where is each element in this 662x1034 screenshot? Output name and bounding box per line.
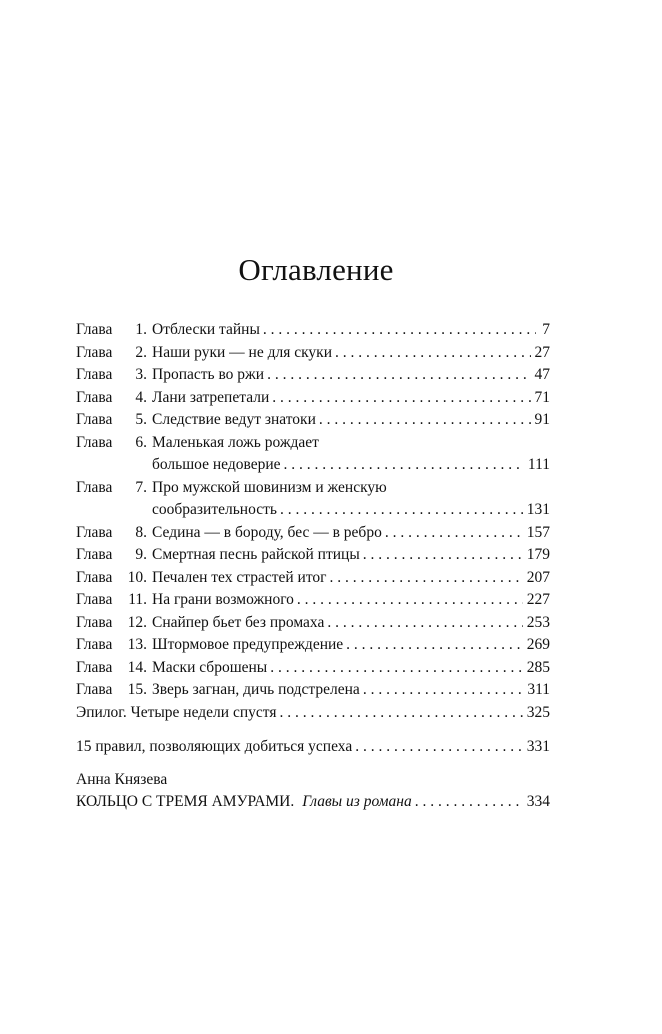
chapter-number: 15.	[127, 681, 147, 698]
dot-leader	[363, 544, 523, 567]
chapter-number: 7.	[135, 478, 147, 496]
dot-leader	[272, 387, 530, 410]
page-title: Оглавление	[238, 252, 394, 287]
chapter-title-continued: большое недоверие	[152, 456, 281, 473]
dot-leader	[415, 791, 523, 814]
toc-entry-chapter-6[interactable]	[76, 432, 550, 455]
dot-leader	[297, 589, 523, 612]
toc-entry-chapter-7-continued[interactable]	[76, 499, 550, 522]
chapter-title: Печален тех страстей итог	[152, 568, 327, 586]
chapter-number: 6.	[135, 433, 147, 451]
toc-entry-chapter-2[interactable]	[76, 342, 550, 365]
dot-leader	[363, 679, 524, 702]
chapter-label: Глава	[76, 613, 113, 631]
page-number: 27	[534, 343, 550, 361]
chapter-title: Пропасть во ржи	[152, 366, 265, 383]
dot-leader	[280, 499, 523, 522]
toc-entry-rules[interactable]	[76, 736, 550, 759]
toc-entry-chapter-6-continued[interactable]	[76, 454, 550, 477]
page-number: 91	[534, 411, 550, 428]
chapter-label: Глава	[76, 681, 113, 698]
chapter-label: Глава	[76, 658, 113, 676]
chapter-title: Маски сброшены	[152, 658, 268, 676]
chapter-label: Глава	[76, 321, 113, 338]
toc-entry-chapter-4[interactable]	[76, 387, 550, 410]
chapter-title: Лани затрепетали	[152, 388, 270, 406]
page-number: 269	[526, 636, 550, 653]
chapter-label: Глава	[76, 591, 113, 608]
toc-entry-bonus[interactable]	[76, 791, 550, 814]
dot-leader	[327, 612, 522, 635]
chapter-number: 2.	[135, 343, 147, 361]
chapter-number: 10.	[127, 568, 147, 586]
chapter-title: Наши руки — не для скуки	[152, 343, 332, 361]
page-number: 111	[527, 456, 550, 473]
chapter-title: Маленькая ложь рождает	[152, 433, 319, 451]
page-number: 227	[526, 591, 550, 608]
chapter-number: 4.	[135, 388, 147, 406]
spacer	[76, 724, 550, 736]
dot-leader	[284, 454, 524, 477]
toc-entry-chapter-9[interactable]	[76, 544, 550, 567]
chapter-title: Снайпер бьет без промаха	[152, 613, 325, 631]
toc-entry-chapter-3[interactable]	[76, 364, 550, 387]
toc-entry-chapter-7[interactable]	[76, 477, 550, 500]
chapter-number: 3.	[135, 366, 147, 383]
chapter-label: Глава	[76, 523, 113, 541]
chapter-title: Зверь загнан, дичь подстрелена	[152, 681, 360, 698]
chapter-title: Про мужской шовинизм и женскую	[152, 478, 387, 496]
table-of-contents	[76, 319, 550, 813]
chapter-title: Следствие ведут знатоки	[152, 411, 316, 428]
dot-leader	[385, 522, 523, 545]
chapter-label: Глава	[76, 433, 113, 451]
toc-entry-chapter-14[interactable]	[76, 657, 550, 680]
chapter-title-continued: сообразительность	[152, 501, 277, 518]
chapter-title: На грани возможного	[152, 591, 294, 608]
chapter-label: Глава	[76, 568, 113, 586]
dot-leader	[319, 409, 531, 432]
chapter-title: Отблески тайны	[152, 321, 260, 338]
bonus-title: КОЛЬЦО С ТРЕМЯ АМУРАМИ.	[76, 792, 295, 810]
bonus-author: Анна Князева	[76, 770, 168, 788]
dot-leader	[335, 342, 531, 365]
chapter-number: 14.	[127, 658, 147, 676]
chapter-number: 12.	[127, 613, 147, 631]
toc-entry-chapter-8[interactable]	[76, 522, 550, 545]
dot-leader	[330, 567, 523, 590]
chapter-label: Глава	[76, 478, 113, 496]
chapter-number: 11.	[128, 591, 147, 608]
epilogue-title: Эпилог. Четыре недели спустя	[76, 703, 277, 721]
chapter-number: 5.	[135, 411, 147, 428]
dot-leader	[267, 364, 530, 387]
page-number: 131	[526, 501, 550, 518]
toc-entry-chapter-5[interactable]	[76, 409, 550, 432]
page-number: 179	[526, 546, 550, 563]
dot-leader	[263, 319, 536, 342]
toc-entry-chapter-13[interactable]	[76, 634, 550, 657]
chapter-title: Седина — в бороду, бес — в ребро	[152, 523, 382, 541]
page-number: 7	[542, 321, 550, 338]
chapter-number: 8.	[135, 523, 147, 541]
chapter-number: 9.	[135, 546, 147, 563]
toc-entry-chapter-11[interactable]	[76, 589, 550, 612]
chapter-number: 1.	[135, 321, 147, 338]
spacer	[76, 759, 550, 769]
chapter-number: 13.	[127, 636, 147, 653]
page-number: 71	[534, 388, 550, 406]
dot-leader	[270, 657, 523, 680]
dot-leader	[279, 702, 522, 725]
toc-entry-chapter-1[interactable]	[76, 319, 550, 342]
chapter-label: Глава	[76, 366, 113, 383]
toc-entry-chapter-10[interactable]	[76, 567, 550, 590]
dot-leader	[346, 634, 523, 657]
toc-entry-chapter-12[interactable]	[76, 612, 550, 635]
page-number: 285	[526, 658, 550, 676]
chapter-title: Штормовое предупреждение	[152, 636, 344, 653]
page-number: 207	[526, 568, 550, 586]
page-number: 331	[526, 738, 550, 755]
rules-title: 15 правил, позволяющих добиться успеха	[76, 738, 353, 755]
chapter-title: Смертная песнь райской птицы	[152, 546, 360, 563]
chapter-label: Глава	[76, 343, 113, 361]
page-number: 253	[526, 613, 550, 631]
toc-entry-chapter-15[interactable]	[76, 679, 550, 702]
toc-entry-epilogue[interactable]	[76, 702, 550, 725]
page-number: 311	[527, 681, 550, 698]
bonus-subtitle: Главы из романа	[302, 792, 412, 810]
chapter-label: Глава	[76, 546, 113, 563]
page-number: 157	[526, 523, 550, 541]
chapter-label: Глава	[76, 636, 113, 653]
page-number: 334	[526, 792, 550, 810]
chapter-label: Глава	[76, 411, 113, 428]
page-number: 47	[534, 366, 550, 383]
page-number: 325	[526, 703, 550, 721]
chapter-label: Глава	[76, 388, 113, 406]
dot-leader	[355, 736, 523, 759]
